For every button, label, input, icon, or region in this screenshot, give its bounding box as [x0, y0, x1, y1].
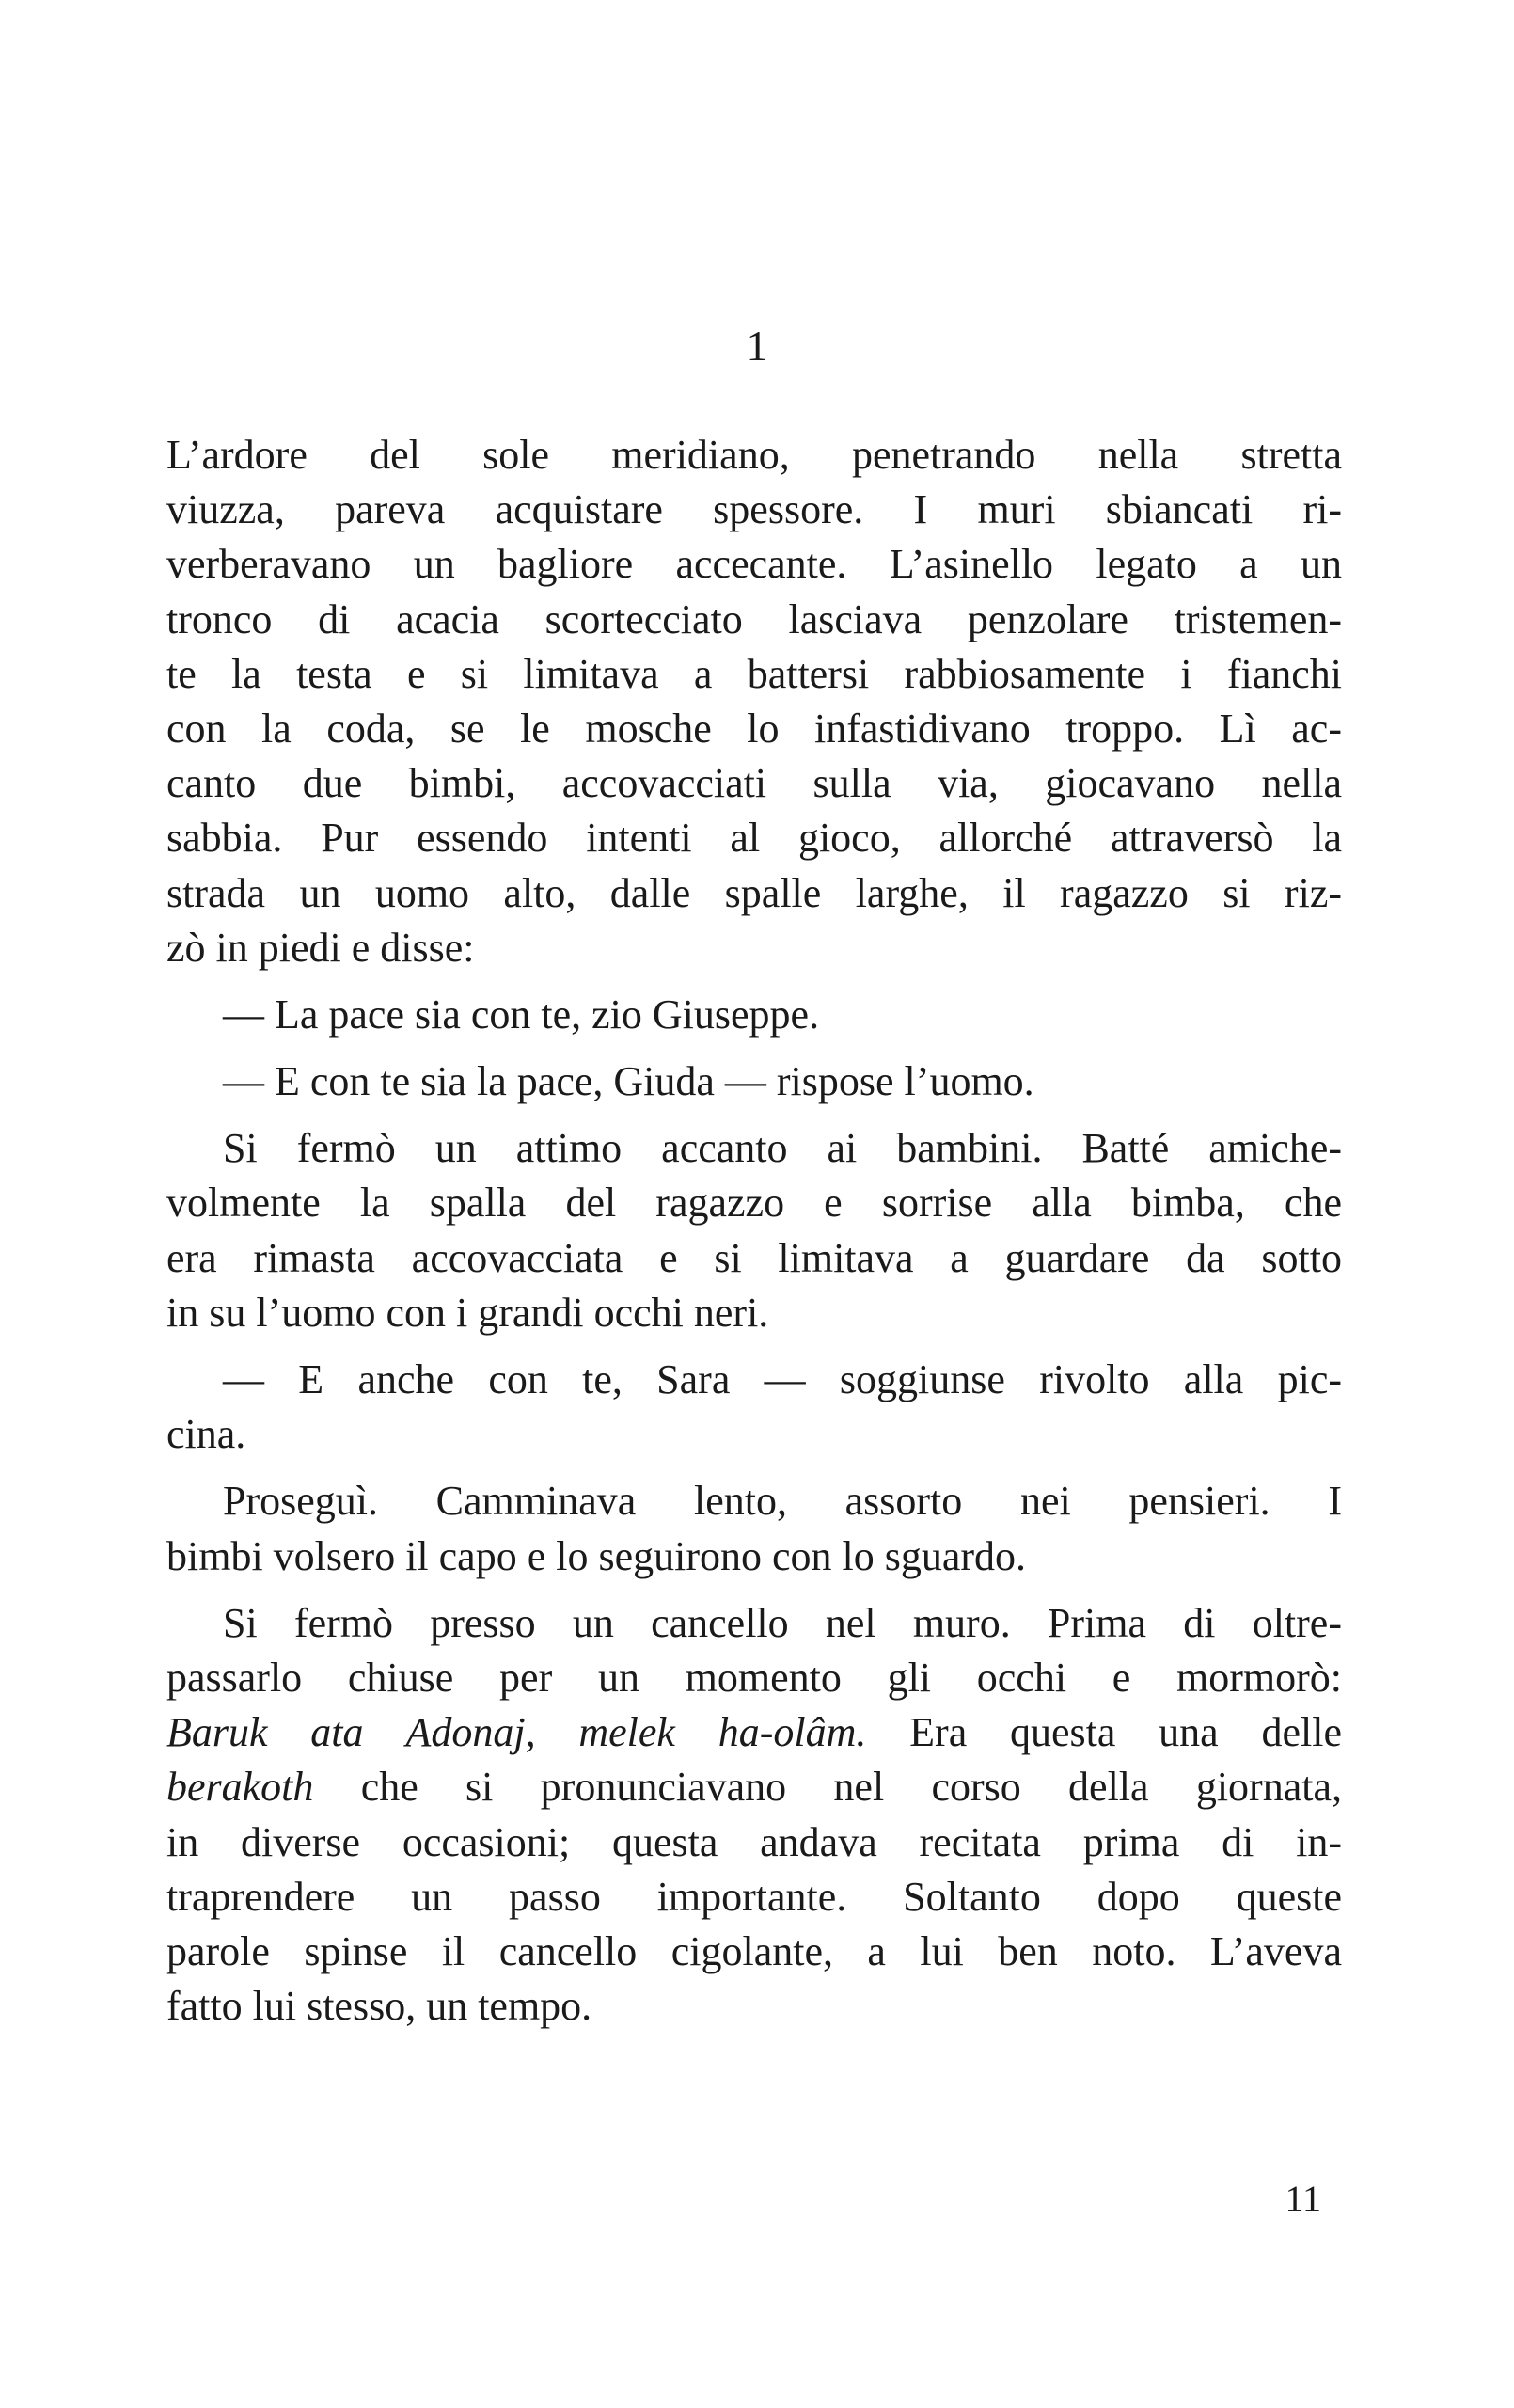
page-number: 11	[1285, 2178, 1321, 2220]
text-line: te la testa e si limitava a battersi rabbiosamente i fianchi	[166, 650, 1342, 697]
italic-word: berakoth	[166, 1764, 314, 1811]
text-line: bimbi volsero il capo e lo seguirono con lo sguardo.	[166, 1532, 1027, 1579]
text-line: zò in piedi e disse:	[166, 924, 475, 971]
text-line: canto due bimbi, accovacciati sulla via, giocavano nella	[166, 760, 1342, 807]
text-line: tronco di acacia scortecciato lasciava penzolare tristemen-	[166, 595, 1342, 642]
text-line: verberavano un bagliore accecante. L’asinello legato a un	[166, 541, 1342, 588]
text-line: viuzza, pareva acquistare spessore. I muri sbiancati ri-	[166, 486, 1342, 533]
dialogue-line: — E con te sia la pace, Giuda — rispose l’uomo.	[223, 1058, 1034, 1105]
text-run: Era questa una delle	[866, 1709, 1342, 1756]
text-line: fatto lui stesso, un tempo.	[166, 1983, 592, 2030]
text-run: che si pronunciavano nel corso della giornata,	[313, 1764, 1342, 1811]
text-line: era rimasta accovacciata e si limitava a guardare da sotto	[166, 1234, 1342, 1281]
text-line: sabbia. Pur essendo intenti al gioco, allorché attraversò la	[166, 815, 1342, 862]
dialogue-line: — La pace sia con te, zio Giuseppe.	[223, 990, 820, 1038]
text-line: Si fermò presso un cancello nel muro. Prima di oltre-	[223, 1599, 1342, 1646]
text-line: in su l’uomo con i grandi occhi neri.	[166, 1289, 769, 1336]
text-line: L’ardore del sole meridiano, penetrando nella stretta	[166, 432, 1342, 478]
text-line: Si fermò un attimo accanto ai bambini. Batté amiche-	[223, 1125, 1342, 1172]
text-line: con la coda, se le mosche lo infastidivano troppo. Lì ac-	[166, 705, 1342, 752]
text-line: parole spinse il cancello cigolante, a lui ben noto. L’aveva	[166, 1927, 1342, 1974]
body-text	[166, 428, 1342, 2034]
text-line: passarlo chiuse per un momento gli occhi e mormorò:	[166, 1654, 1342, 1701]
text-line	[166, 1760, 1342, 1814]
text-line: traprendere un passo importante. Soltanto dopo queste	[166, 1873, 1342, 1920]
text-line: cina.	[166, 1411, 246, 1458]
text-line: in diverse occasioni; questa andava recitata prima di in-	[166, 1818, 1342, 1865]
text-line: Proseguì. Camminava lento, assorto nei pensieri. I	[223, 1478, 1342, 1525]
text-line: strada un uomo alto, dalle spalle larghe, il ragazzo si riz-	[166, 869, 1342, 916]
chapter-number: 1	[746, 322, 768, 370]
text-line: volmente la spalla del ragazzo e sorrise alla bimba, che	[166, 1180, 1342, 1227]
italic-phrase: Baruk ata Adonaj, melek ha-olâm.	[166, 1709, 867, 1756]
text-line	[166, 1705, 1342, 1760]
dialogue-line: — E anche con te, Sara — soggiunse rivolto alla pic-	[223, 1356, 1342, 1402]
